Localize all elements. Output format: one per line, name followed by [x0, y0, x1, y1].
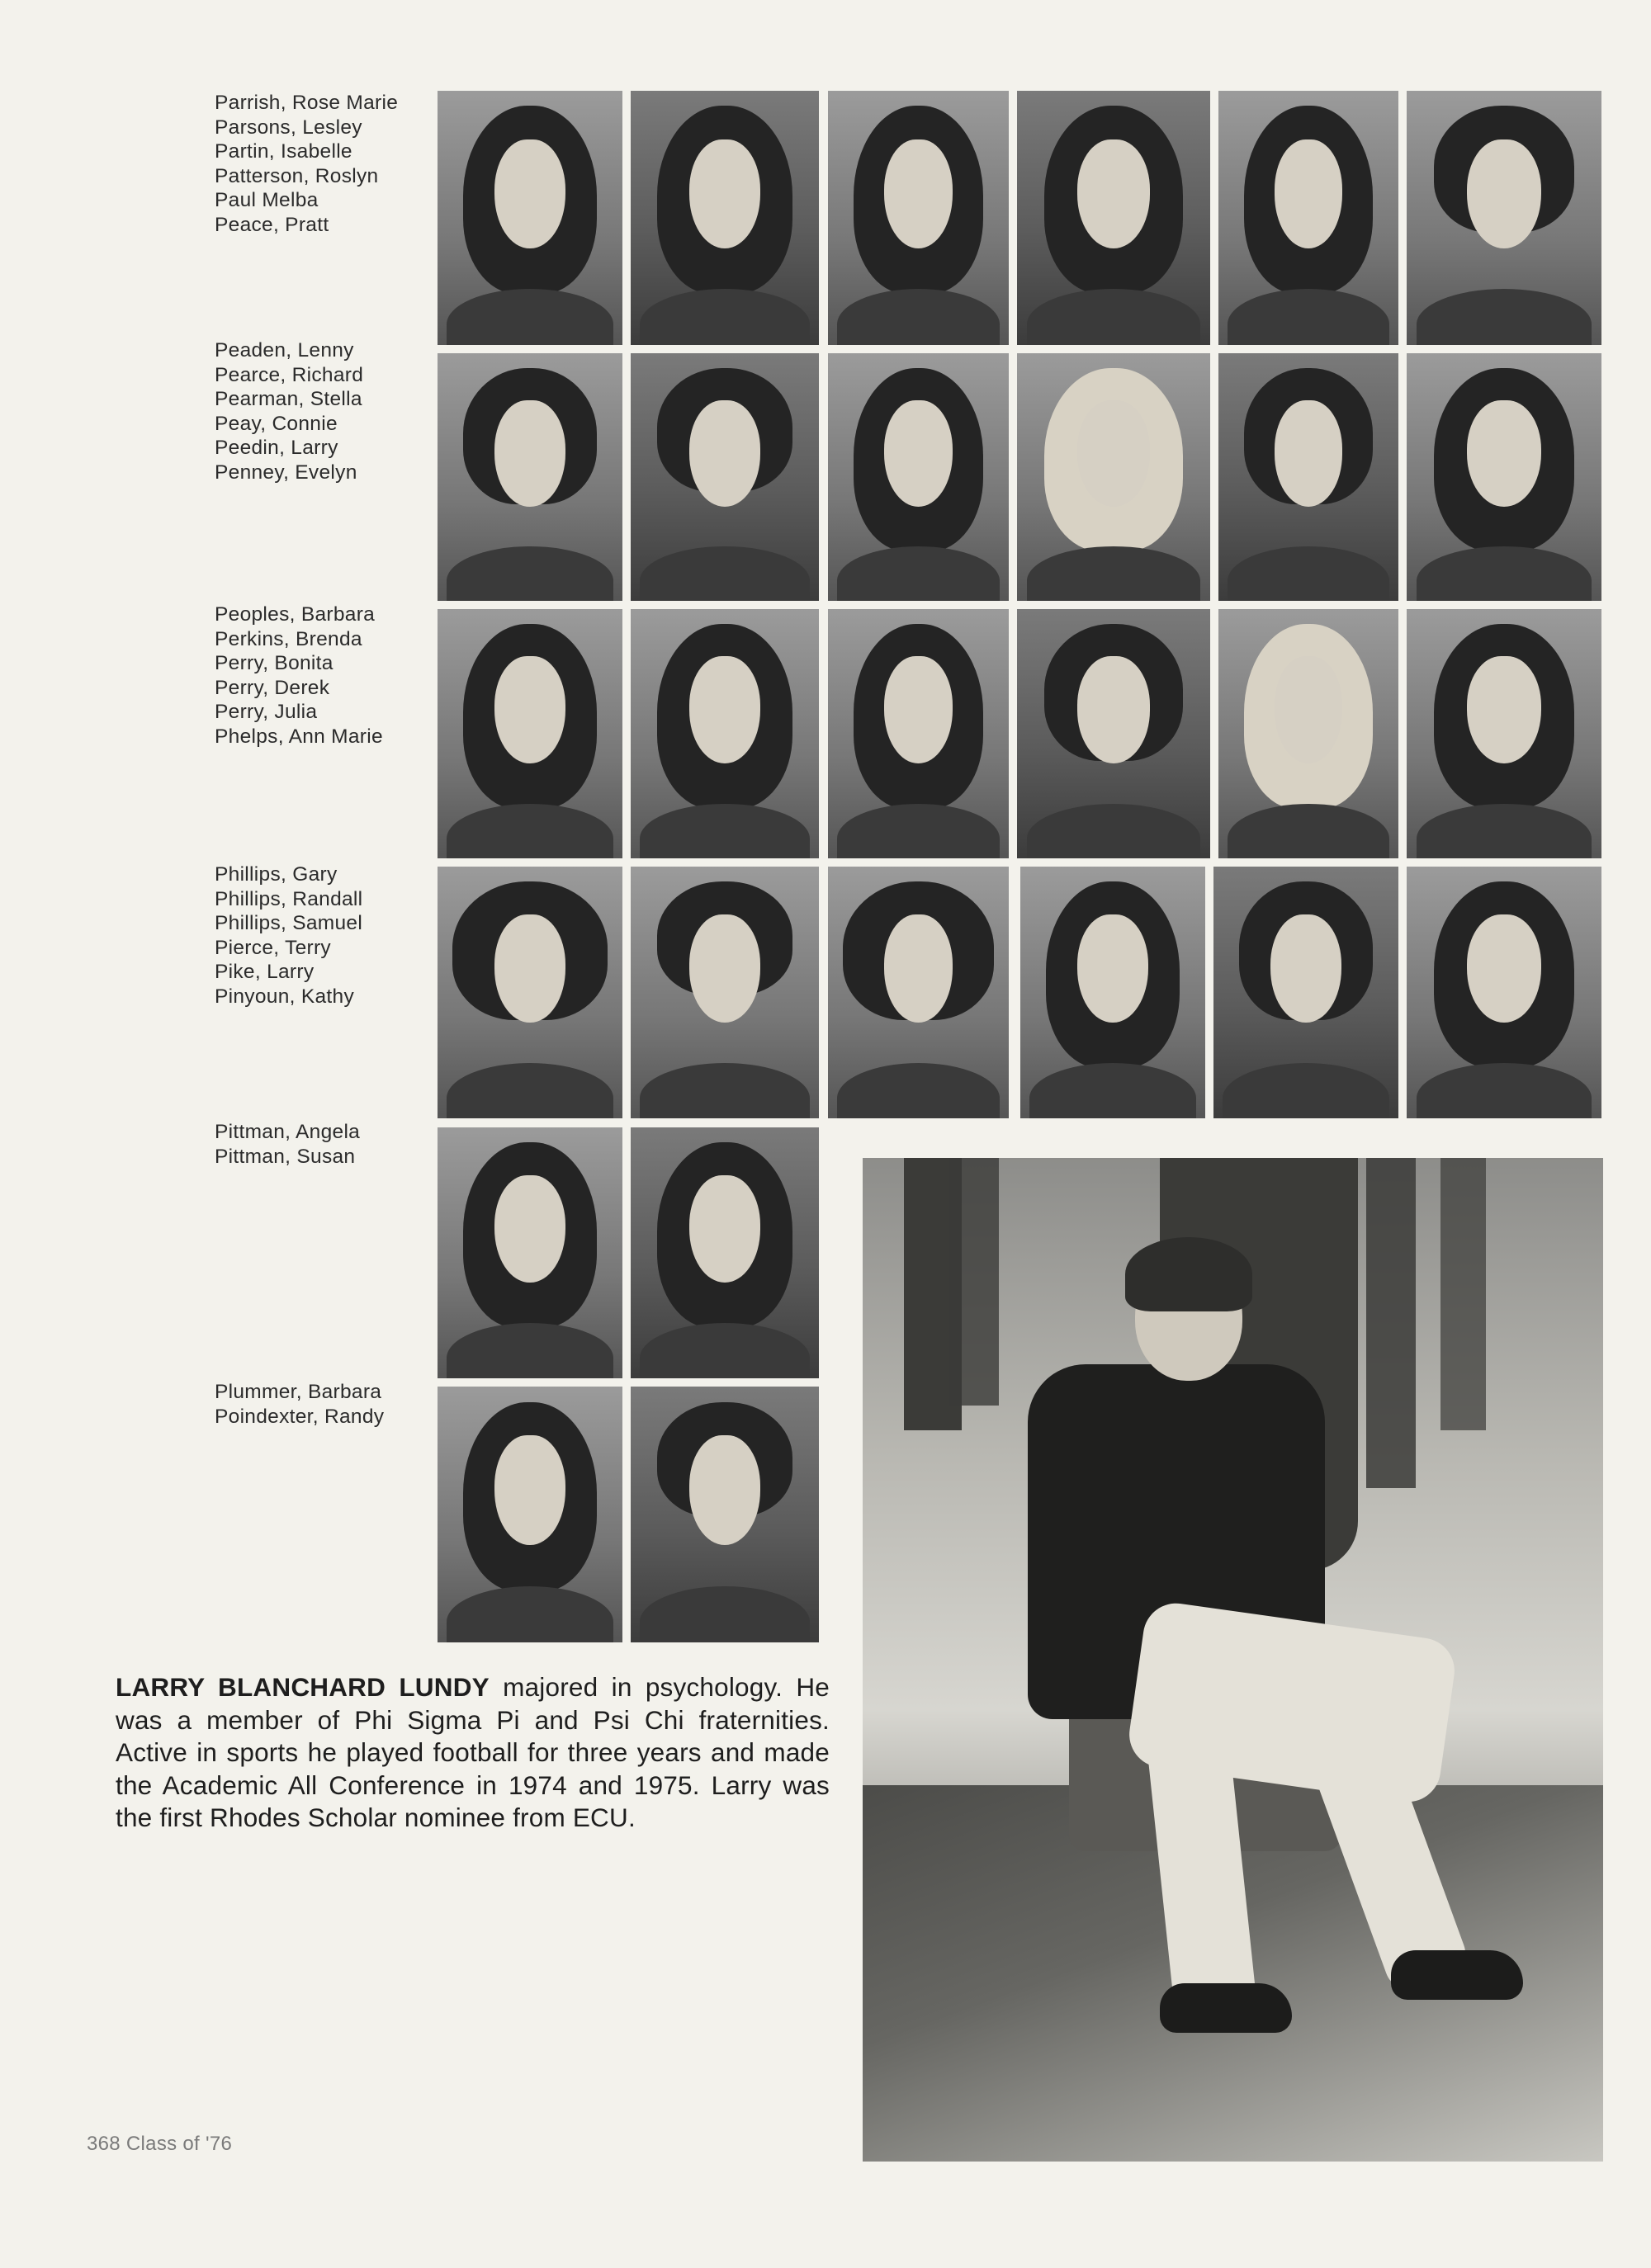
name-entry: Peaden, Lenny [215, 339, 354, 361]
name-list-row-2 [215, 338, 429, 484]
name-entry: Pittman, Susan [215, 1145, 356, 1168]
portrait-photo [631, 609, 819, 858]
name-entry: Poindexter, Randy [215, 1405, 385, 1428]
name-entry: Perry, Derek [215, 676, 330, 699]
feature-caption [116, 1671, 830, 1835]
portrait-photo [438, 1127, 622, 1378]
portrait-photo [631, 867, 819, 1118]
name-entry: Paul Melba [215, 189, 319, 211]
name-entry: Parrish, Rose Marie [215, 92, 399, 114]
portrait-photo [828, 867, 1009, 1118]
name-entry: Peoples, Barbara [215, 603, 376, 626]
caption-lead-name: LARRY BLANCHARD LUNDY [116, 1672, 490, 1702]
name-entry: Partin, Isabelle [215, 140, 352, 163]
name-list-row-1 [215, 91, 429, 237]
name-entry: Peay, Connie [215, 412, 338, 435]
portrait-photo [1218, 609, 1398, 858]
name-entry: Phelps, Ann Marie [215, 725, 383, 748]
portrait-photo [828, 609, 1009, 858]
name-entry: Perry, Julia [215, 701, 318, 723]
portrait-photo [1218, 353, 1398, 601]
portrait-photo [1407, 609, 1601, 858]
portrait-photo [1017, 353, 1210, 601]
name-list-row-5 [215, 1120, 429, 1169]
name-entry: Pike, Larry [215, 961, 315, 983]
caption-body: majored in psychology. He was a member of Phi Sigma Pi and Psi Chi fraternities. Active in sports he played football for three years and made the Academic All Conference in 1974 and 1975. Larry was the first Rhodes Scholar nominee from ECU. [116, 1672, 830, 1832]
name-entry: Patterson, Roslyn [215, 164, 379, 187]
name-entry: Phillips, Samuel [215, 912, 363, 934]
name-entry: Phillips, Randall [215, 887, 363, 910]
name-entry: Plummer, Barbara [215, 1381, 382, 1403]
name-entry: Perry, Bonita [215, 652, 334, 674]
name-entry: Pierce, Terry [215, 936, 331, 959]
portrait-photo [1020, 867, 1205, 1118]
portrait-photo [438, 1387, 622, 1642]
name-entry: Pittman, Angela [215, 1121, 361, 1143]
portrait-photo [1407, 867, 1601, 1118]
name-list-row-6 [215, 1380, 429, 1429]
name-entry: Parsons, Lesley [215, 116, 362, 139]
portrait-photo [631, 353, 819, 601]
portrait-photo [1017, 91, 1210, 345]
name-list-row-3 [215, 602, 429, 749]
page-number-footer: 368 Class of '76 [87, 2133, 233, 2155]
portrait-photo [1218, 91, 1398, 345]
portrait-photo [438, 91, 622, 345]
portrait-photo [828, 91, 1009, 345]
portrait-photo [631, 1387, 819, 1642]
name-entry: Pinyoun, Kathy [215, 985, 355, 1008]
portrait-photo [1017, 609, 1210, 858]
name-entry: Penney, Evelyn [215, 461, 357, 484]
name-entry: Pearce, Richard [215, 363, 364, 386]
portrait-photo [1407, 353, 1601, 601]
portrait-photo [438, 609, 622, 858]
portrait-photo [1407, 91, 1601, 345]
portrait-photo [438, 867, 622, 1118]
portrait-photo [1213, 867, 1398, 1118]
portrait-photo [828, 353, 1009, 601]
name-entry: Peedin, Larry [215, 437, 338, 459]
name-entry: Phillips, Gary [215, 863, 338, 886]
name-list-row-4 [215, 862, 429, 1009]
name-entry: Pearman, Stella [215, 388, 362, 410]
portrait-photo [631, 1127, 819, 1378]
name-entry: Perkins, Brenda [215, 627, 362, 650]
name-entry: Peace, Pratt [215, 213, 329, 236]
portrait-photo [438, 353, 622, 601]
portrait-photo [631, 91, 819, 345]
feature-photo [863, 1158, 1603, 2162]
